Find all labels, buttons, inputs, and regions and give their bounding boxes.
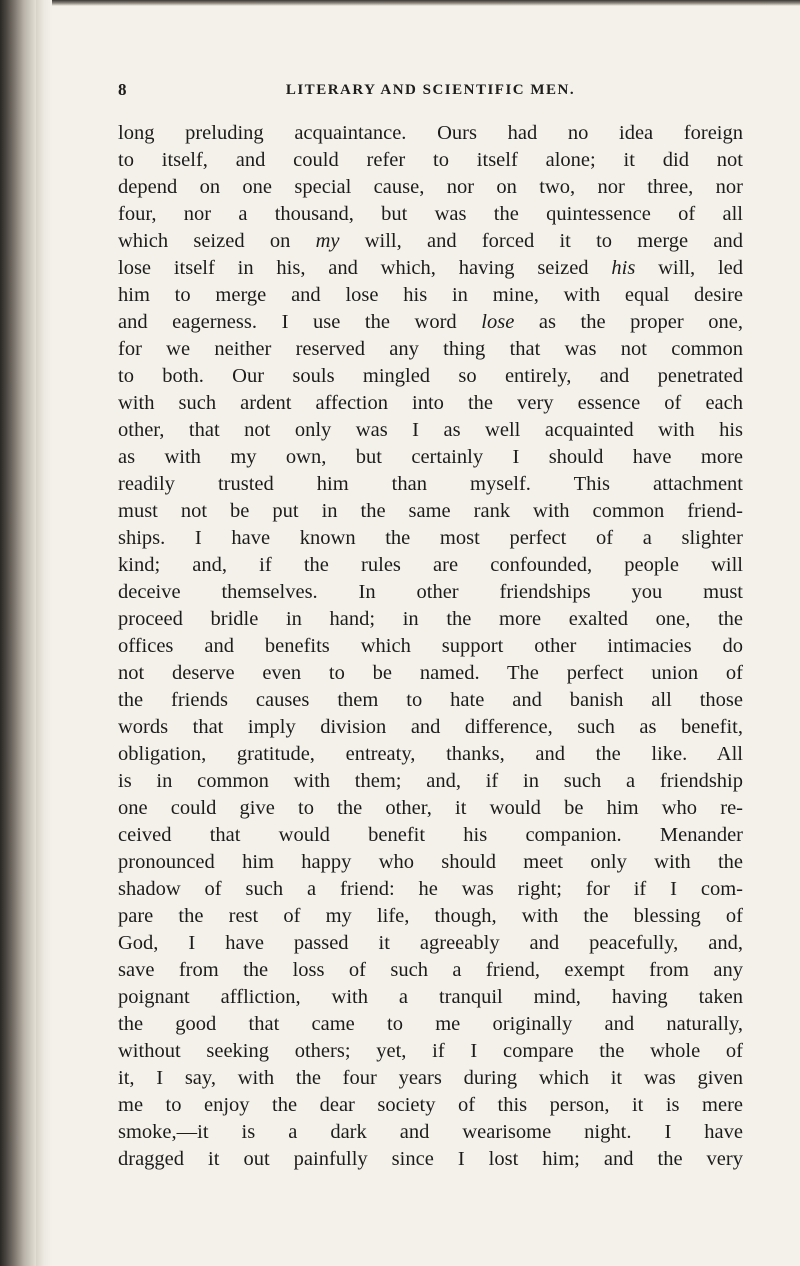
text-line: ceived that would benefit his companion. Menander [118,824,743,846]
text-line: must not be put in the same rank with common friend- [118,500,743,522]
text-line: dragged it out painfully since I lost him; and the very [118,1148,743,1170]
page-top-edge [0,0,800,6]
text-line: pronounced him happy who should meet only with the [118,851,743,873]
text-line: depend on one special cause, nor on two, nor three, nor [118,176,743,198]
text-line: one could give to the other, it would be him who re- [118,797,743,819]
text-line: the good that came to me originally and naturally, [118,1013,743,1035]
text-line: without seeking others; yet, if I compare the whole of [118,1040,743,1062]
text-line: lose itself in his, and which, having seized his will, led [118,257,744,279]
gutter-shadow [36,0,52,1266]
text-line: proceed bridle in hand; in the more exalted one, the [118,608,743,630]
text-line: me to enjoy the dear society of this person, it is mere [118,1094,743,1116]
text-line: pare the rest of my life, though, with the blessing of [118,905,743,927]
text-line: with such ardent affection into the very essence of each [118,392,743,414]
text-line: four, nor a thousand, but was the quintessence of all [118,203,743,225]
text-line: to both. Our souls mingled so entirely, and penetrated [118,365,743,387]
text-line: long preluding acquaintance. Ours had no idea foreign [118,122,743,144]
text-line: words that imply division and difference, such as benefit, [118,716,743,738]
text-line: God, I have passed it agreeably and peacefully, and, [118,932,743,954]
text-line: obligation, gratitude, entreaty, thanks, and the like. All [118,743,743,765]
running-head-title: LITERARY AND SCIENTIFIC MEN. [285,82,576,98]
text-line: is in common with them; and, if in such a friendship [118,770,743,792]
book-binding-edge [0,0,36,1266]
text-line: deceive themselves. In other friendships you must [118,581,743,603]
text-line: to itself, and could refer to itself alone; it did not [118,149,743,171]
text-line: and eagerness. I use the word lose as the proper one, [118,311,743,333]
text-line: save from the loss of such a friend, exempt from any [118,959,743,981]
running-head [118,80,743,106]
text-line: ships. I have known the most perfect of a slighter [118,527,743,549]
text-line: smoke,—it is a dark and wearisome night. I have [118,1121,743,1143]
text-line: readily trusted him than myself. This attachment [118,473,743,495]
page-number: 8 [118,80,127,99]
body-text [118,120,743,1173]
book-page [118,80,743,1173]
text-line: the friends causes them to hate and banish all those [118,689,743,711]
text-line: not deserve even to be named. The perfect union of [118,662,743,684]
text-line: for we neither reserved any thing that was not common [118,338,743,360]
text-line: shadow of such a friend: he was right; for if I com- [118,878,743,900]
text-line: as with my own, but certainly I should have more [118,446,743,468]
text-line: it, I say, with the four years during which it was given [118,1067,743,1089]
text-line: other, that not only was I as well acquainted with his [118,419,743,441]
text-line: offices and benefits which support other intimacies do [118,635,743,657]
text-line: him to merge and lose his in mine, with equal desire [118,284,743,306]
text-line: kind; and, if the rules are confounded, people will [118,554,743,576]
text-line: poignant affliction, with a tranquil mind, having taken [118,986,743,1008]
text-line: which seized on my will, and forced it to merge and [118,230,743,252]
